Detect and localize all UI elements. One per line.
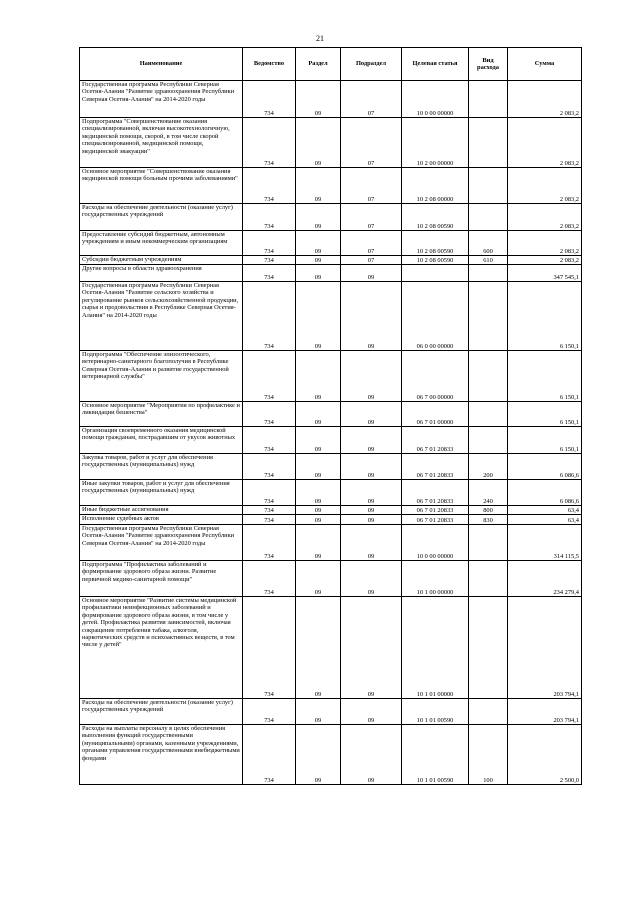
table-row (80, 256, 582, 265)
section-cell: 09 (296, 265, 341, 282)
expense-type-cell: 600 (469, 231, 508, 256)
department-cell: 734 (243, 515, 296, 525)
expense-type-cell: 100 (469, 725, 508, 785)
table-row (80, 282, 582, 351)
expense-type-cell (469, 402, 508, 427)
subsection-cell: 09 (341, 480, 402, 506)
item-name-cell (80, 282, 243, 351)
column-header: Наименование (80, 48, 243, 81)
column-header: Подраздел (341, 48, 402, 81)
amount-cell: 347 545,1 (508, 265, 582, 282)
section-cell: 09 (296, 699, 341, 725)
item-name-text: Расходы на выплаты персоналу в целях обеспечения выполнения функций государственными (муниципальными) органами, казенными учреждениями, органами управления государственными внебюджетными фондами (82, 725, 240, 762)
department-cell: 734 (243, 480, 296, 506)
target-item-cell: 10 2 08 00590 (402, 204, 469, 231)
item-name-text: Иные бюджетные ассигнования (82, 506, 169, 513)
table-row (80, 597, 582, 699)
item-name-cell (80, 427, 243, 454)
target-item-cell: 06 7 01 20833 (402, 427, 469, 454)
table-row (80, 454, 582, 480)
expense-type-cell: 200 (469, 454, 508, 480)
expense-type-cell: 800 (469, 506, 508, 515)
item-name-text: Государственная программа Республики Северная Осетия-Алания "Развитие сельского хозяйства и регулирование рынков сельскохозяйственной продукции, сырья и продовольствия в Республике Северная Осетия-Алания" на 2014-2020 годы (82, 282, 239, 319)
item-name-cell (80, 699, 243, 725)
subsection-cell: 07 (341, 118, 402, 168)
subsection-cell: 09 (341, 282, 402, 351)
table-row (80, 81, 582, 118)
subsection-cell: 07 (341, 204, 402, 231)
column-header: Вид расхода (469, 48, 508, 81)
amount-cell: 6 086,6 (508, 454, 582, 480)
subsection-cell: 07 (341, 231, 402, 256)
subsection-cell: 09 (341, 525, 402, 561)
subsection-cell: 09 (341, 506, 402, 515)
amount-cell: 63,4 (508, 506, 582, 515)
expense-type-cell: 610 (469, 256, 508, 265)
department-cell: 734 (243, 282, 296, 351)
item-name-text: Основное мероприятие "Мероприятия по профилактике и ликвидации бешенства" (82, 402, 240, 417)
amount-cell: 314 115,5 (508, 525, 582, 561)
amount-cell: 6 150,1 (508, 282, 582, 351)
item-name-text: Основное мероприятие "Совершенствование оказания медицинской помощи больным прочими заболеваниями" (82, 168, 238, 183)
column-header: Сумма (508, 48, 582, 81)
item-name-text: Предоставление субсидий бюджетным, автономным учреждениям и иным некоммерческим организациям (82, 231, 228, 246)
column-header: Целевая статья (402, 48, 469, 81)
department-cell: 734 (243, 699, 296, 725)
item-name-cell (80, 256, 243, 265)
amount-cell: 2 083,2 (508, 81, 582, 118)
section-cell: 09 (296, 282, 341, 351)
item-name-cell (80, 81, 243, 118)
amount-cell: 234 279,4 (508, 561, 582, 597)
amount-cell: 2 083,2 (508, 256, 582, 265)
target-item-cell: 10 0 00 00000 (402, 81, 469, 118)
item-name-text: Закупка товаров, работ и услуг для обеспечения государственных (муниципальных) нужд (82, 454, 213, 469)
target-item-cell: 10 1 01 00590 (402, 699, 469, 725)
department-cell: 734 (243, 81, 296, 118)
item-name-text: Расходы на обеспечение деятельности (оказание услуг) государственных учреждений (82, 204, 233, 219)
department-cell: 734 (243, 351, 296, 402)
subsection-cell: 09 (341, 427, 402, 454)
item-name-text: Другие вопросы в области здравоохранения (82, 265, 202, 272)
table-row (80, 118, 582, 168)
amount-cell: 2 083,2 (508, 118, 582, 168)
subsection-cell: 09 (341, 351, 402, 402)
item-name-cell (80, 515, 243, 525)
table-row (80, 427, 582, 454)
expense-type-cell (469, 525, 508, 561)
item-name-cell (80, 597, 243, 699)
subsection-cell: 09 (341, 402, 402, 427)
target-item-cell: 10 1 01 00590 (402, 725, 469, 785)
target-item-cell: 10 2 08 00000 (402, 168, 469, 204)
department-cell: 734 (243, 561, 296, 597)
department-cell: 734 (243, 265, 296, 282)
section-cell: 09 (296, 454, 341, 480)
department-cell: 734 (243, 118, 296, 168)
section-cell: 09 (296, 515, 341, 525)
item-name-text: Организация своевременного оказания медицинской помощи гражданам, пострадавшим от укусов животных (82, 427, 236, 442)
amount-cell: 6 150,1 (508, 402, 582, 427)
department-cell: 734 (243, 597, 296, 699)
item-name-cell (80, 265, 243, 282)
subsection-cell: 09 (341, 454, 402, 480)
amount-cell: 2 083,2 (508, 231, 582, 256)
amount-cell: 6 086,6 (508, 480, 582, 506)
department-cell: 734 (243, 231, 296, 256)
expense-type-cell (469, 282, 508, 351)
expense-type-cell (469, 699, 508, 725)
subsection-cell: 07 (341, 81, 402, 118)
table-row (80, 351, 582, 402)
expense-type-cell (469, 597, 508, 699)
amount-cell: 2 500,0 (508, 725, 582, 785)
department-cell: 734 (243, 168, 296, 204)
subsection-cell: 07 (341, 168, 402, 204)
department-cell: 734 (243, 506, 296, 515)
section-cell: 09 (296, 561, 341, 597)
subsection-cell: 09 (341, 699, 402, 725)
target-item-cell: 06 7 00 00000 (402, 351, 469, 402)
target-item-cell: 10 1 00 00000 (402, 561, 469, 597)
item-name-cell (80, 454, 243, 480)
table-row (80, 561, 582, 597)
item-name-cell (80, 351, 243, 402)
section-cell: 09 (296, 81, 341, 118)
table-row (80, 506, 582, 515)
item-name-text: Подпрограмма "Совершенствование оказания специализированной, включая высокотехнологичную, медицинской помощи, скорой, в том числе скорой специализированной, медицинской помощи, медицинской эвакуации" (82, 118, 230, 155)
item-name-text: Субсидии бюджетным учреждениям (82, 256, 182, 263)
target-item-cell: 10 2 08 00590 (402, 231, 469, 256)
item-name-cell (80, 561, 243, 597)
section-cell: 09 (296, 597, 341, 699)
item-name-cell (80, 506, 243, 515)
expense-type-cell (469, 427, 508, 454)
target-item-cell: 10 2 08 00590 (402, 256, 469, 265)
table-row (80, 265, 582, 282)
target-item-cell: 06 7 01 00000 (402, 402, 469, 427)
table-header-row (80, 48, 582, 81)
department-cell: 734 (243, 204, 296, 231)
expense-type-cell (469, 561, 508, 597)
item-name-text: Государственная программа Республики Северная Осетия-Алания "Развитие здравоохранения Республики Северная Осетия-Алания" на 2014-2020 годы (82, 525, 235, 547)
section-cell: 09 (296, 506, 341, 515)
table-row (80, 204, 582, 231)
expense-type-cell: 830 (469, 515, 508, 525)
section-cell: 09 (296, 480, 341, 506)
subsection-cell: 07 (341, 256, 402, 265)
item-name-text: Подпрограмма "Профилактика заболеваний и формирование здорового образа жизни. Развитие первичной медико-санитарной помощи" (82, 561, 217, 583)
column-header: Раздел (296, 48, 341, 81)
section-cell: 09 (296, 118, 341, 168)
expense-type-cell (469, 351, 508, 402)
expense-type-cell (469, 204, 508, 231)
amount-cell: 6 150,1 (508, 427, 582, 454)
department-cell: 734 (243, 402, 296, 427)
target-item-cell: 10 2 00 00000 (402, 118, 469, 168)
item-name-text: Иные закупки товаров, работ и услуг для обеспечения государственных (муниципальных) нужд (82, 480, 230, 495)
item-name-text: Исполнение судебных актов (82, 515, 159, 522)
target-item-cell: 06 7 01 20833 (402, 506, 469, 515)
item-name-text: Государственная программа Республики Северная Осетия-Алания "Развитие здравоохранения Республики Северная Осетия-Алания" на 2014-2020 годы (82, 81, 235, 103)
table-row (80, 402, 582, 427)
amount-cell: 203 794,1 (508, 597, 582, 699)
item-name-cell (80, 480, 243, 506)
expense-type-cell (469, 265, 508, 282)
section-cell: 09 (296, 168, 341, 204)
item-name-text: Основное мероприятие "Развитие системы медицинской профилактики неинфекционных заболеваний и формирование здорового образа жизни, в том числе у детей. Профилактика развития зависимостей, включая сокращение потребления табака, алкоголя, наркотических средств и психоактивных веществ, в том числе у детей" (82, 597, 237, 649)
expense-type-cell: 240 (469, 480, 508, 506)
item-name-cell (80, 118, 243, 168)
table-row (80, 525, 582, 561)
section-cell: 09 (296, 725, 341, 785)
subsection-cell: 09 (341, 597, 402, 699)
column-header: Ведомство (243, 48, 296, 81)
department-cell: 734 (243, 725, 296, 785)
target-item-cell (402, 265, 469, 282)
expense-type-cell (469, 168, 508, 204)
item-name-cell (80, 525, 243, 561)
department-cell: 734 (243, 454, 296, 480)
target-item-cell: 10 1 01 00000 (402, 597, 469, 699)
table-row (80, 515, 582, 525)
item-name-cell (80, 204, 243, 231)
amount-cell: 63,4 (508, 515, 582, 525)
table-row (80, 480, 582, 506)
table-row (80, 725, 582, 785)
amount-cell: 2 083,2 (508, 168, 582, 204)
target-item-cell: 10 0 00 00000 (402, 525, 469, 561)
section-cell: 09 (296, 525, 341, 561)
expense-type-cell (469, 118, 508, 168)
item-name-cell (80, 168, 243, 204)
expense-type-cell (469, 81, 508, 118)
section-cell: 09 (296, 256, 341, 265)
table-row (80, 699, 582, 725)
section-cell: 09 (296, 427, 341, 454)
section-cell: 09 (296, 351, 341, 402)
target-item-cell: 06 7 01 20833 (402, 454, 469, 480)
budget-table (79, 47, 582, 785)
amount-cell: 6 150,1 (508, 351, 582, 402)
amount-cell: 2 083,2 (508, 204, 582, 231)
page-number: 21 (316, 34, 324, 43)
subsection-cell: 09 (341, 725, 402, 785)
amount-cell: 203 794,1 (508, 699, 582, 725)
subsection-cell: 09 (341, 515, 402, 525)
table-row (80, 168, 582, 204)
target-item-cell: 06 7 01 20833 (402, 515, 469, 525)
target-item-cell: 06 7 01 20833 (402, 480, 469, 506)
department-cell: 734 (243, 427, 296, 454)
item-name-text: Подпрограмма "Обеспечение эпизоотического, ветеринарно-санитарного благополучия в Республике Северная Осетия-Алания и развитие государственной ветеринарной службы" (82, 351, 229, 381)
department-cell: 734 (243, 256, 296, 265)
item-name-cell (80, 725, 243, 785)
subsection-cell: 09 (341, 265, 402, 282)
target-item-cell: 06 0 00 00000 (402, 282, 469, 351)
section-cell: 09 (296, 402, 341, 427)
table-row (80, 231, 582, 256)
section-cell: 09 (296, 231, 341, 256)
item-name-cell (80, 231, 243, 256)
section-cell: 09 (296, 204, 341, 231)
item-name-cell (80, 402, 243, 427)
subsection-cell: 09 (341, 561, 402, 597)
item-name-text: Расходы на обеспечение деятельности (оказание услуг) государственных учреждений (82, 699, 233, 714)
department-cell: 734 (243, 525, 296, 561)
